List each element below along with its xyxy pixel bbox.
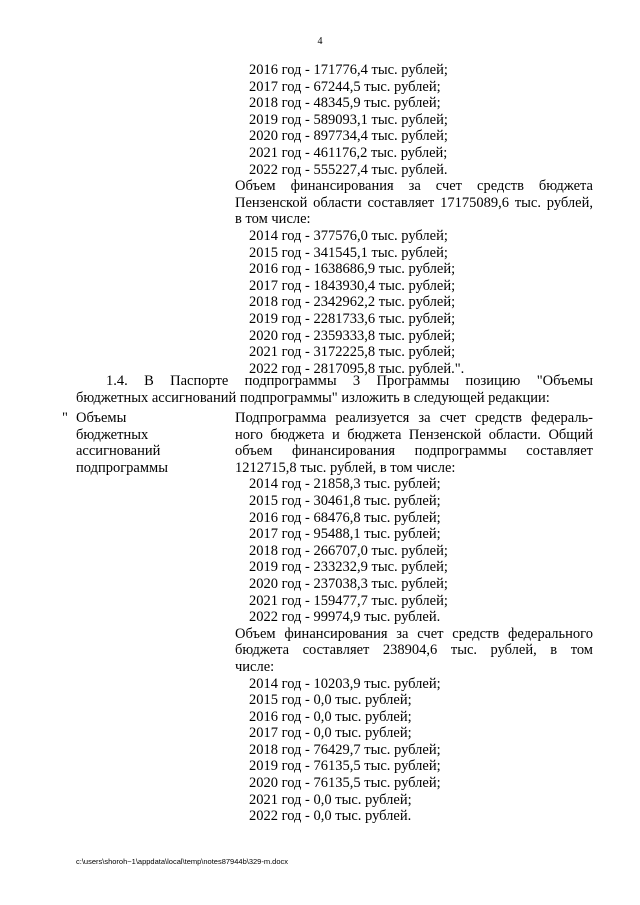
funding-block-previous: [235, 62, 593, 377]
footer-file-path: c:\users\shoroh~1\appdata\local\temp\notes87944b\329-m.docx: [76, 857, 289, 866]
year-line: 2014 год - 10203,9 тыс. рублей;: [249, 675, 441, 692]
year-line: 2019 год - 589093,1 тыс. рублей;: [249, 111, 448, 128]
paragraph-line: Объем финансирования за счет средств бюджета: [235, 178, 593, 195]
paragraph-line: бюджета составляет 238904,6 тыс. рублей, в том: [235, 642, 593, 659]
year-line: 2020 год - 237038,3 тыс. рублей;: [249, 575, 448, 592]
year-line: 2016 год - 68476,8 тыс. рублей;: [249, 509, 441, 526]
label-line: подпрограммы: [76, 459, 168, 476]
year-line: 2017 год - 0,0 тыс. рублей;: [249, 725, 412, 742]
year-line: 2021 год - 461176,2 тыс. рублей;: [249, 144, 448, 161]
year-line: 2018 год - 2342962,2 тыс. рублей;: [249, 294, 456, 311]
year-line: 2022 год - 555227,4 тыс. рублей.: [249, 161, 448, 178]
paragraph-line: Пензенской области составляет 17175089,6 тыс. рублей,: [235, 194, 593, 211]
year-line: 2016 год - 1638686,9 тыс. рублей;: [249, 261, 456, 278]
passport-row-label: [76, 410, 216, 476]
federal-budget-paragraph: [235, 626, 593, 676]
section-heading: [76, 373, 593, 406]
year-list-federal: [235, 676, 593, 825]
paragraph-line: ного бюджета и бюджета Пензенской области. Общий: [235, 426, 593, 443]
year-line: 2021 год - 0,0 тыс. рублей;: [249, 791, 412, 808]
regional-budget-paragraph: [235, 178, 593, 228]
paragraph-line: числе:: [235, 658, 275, 675]
year-line: 2020 год - 897734,4 тыс. рублей;: [249, 128, 448, 145]
year-list-a: [235, 62, 593, 178]
year-line: 2021 год - 3172225,8 тыс. рублей;: [249, 344, 456, 361]
year-line: 2018 год - 76429,7 тыс. рублей;: [249, 741, 441, 758]
year-line: 2018 год - 266707,0 тыс. рублей;: [249, 542, 448, 559]
year-list-b: [235, 228, 593, 377]
year-line: 2015 год - 341545,1 тыс. рублей;: [249, 244, 448, 261]
year-line: 2021 год - 159477,7 тыс. рублей;: [249, 592, 448, 609]
year-line: 2022 год - 2817095,8 тыс. рублей.".: [249, 360, 465, 377]
page-number: 4: [317, 36, 323, 47]
year-line: 2019 год - 233232,9 тыс. рублей;: [249, 559, 448, 576]
year-line: 2018 год - 48345,9 тыс. рублей;: [249, 95, 441, 112]
paragraph-line: объем финансирования подпрограммы составляет: [235, 443, 593, 460]
paragraph-line: Объем финансирования за счет средств федерального: [235, 625, 593, 642]
year-line: 2019 год - 76135,5 тыс. рублей;: [249, 758, 441, 775]
paragraph-line: 1212715,8 тыс. рублей, в том числе:: [235, 459, 456, 476]
section-heading-line: 1.4. В Паспорте подпрограммы 3 Программы позицию "Объемы: [106, 373, 593, 389]
year-line: 2022 год - 99974,9 тыс. рублей.: [249, 609, 441, 626]
year-line: 2016 год - 0,0 тыс. рублей;: [249, 708, 412, 725]
label-line: ассигнований: [76, 443, 161, 460]
year-line: 2014 год - 21858,3 тыс. рублей;: [249, 476, 441, 493]
funding-block-subprogram-3: [235, 410, 593, 825]
year-line: 2019 год - 2281733,6 тыс. рублей;: [249, 310, 456, 327]
intro-paragraph: [235, 410, 593, 476]
year-line: 2014 год - 377576,0 тыс. рублей;: [249, 227, 448, 244]
opening-quote: ": [62, 410, 68, 426]
paragraph-line: Подпрограмма реализуется за счет средств федераль-: [235, 410, 593, 426]
year-line: 2020 год - 2359333,8 тыс. рублей;: [249, 327, 456, 344]
year-line: 2020 год - 76135,5 тыс. рублей;: [249, 775, 441, 792]
year-line: 2022 год - 0,0 тыс. рублей.: [249, 808, 412, 825]
year-line: 2016 год - 171776,4 тыс. рублей;: [249, 62, 448, 78]
year-line: 2015 год - 30461,8 тыс. рублей;: [249, 492, 441, 509]
year-line: 2017 год - 95488,1 тыс. рублей;: [249, 526, 441, 543]
label-line: Объемы: [76, 410, 127, 426]
year-line: 2017 год - 1843930,4 тыс. рублей;: [249, 277, 456, 294]
label-line: бюджетных: [76, 426, 149, 443]
year-list-total: [235, 476, 593, 625]
year-line: 2017 год - 67244,5 тыс. рублей;: [249, 78, 441, 95]
section-heading-line: бюджетных ассигнований подпрограммы" изложить в следующей редакции:: [76, 389, 550, 406]
paragraph-line: в том числе:: [235, 211, 311, 228]
year-line: 2015 год - 0,0 тыс. рублей;: [249, 692, 412, 709]
